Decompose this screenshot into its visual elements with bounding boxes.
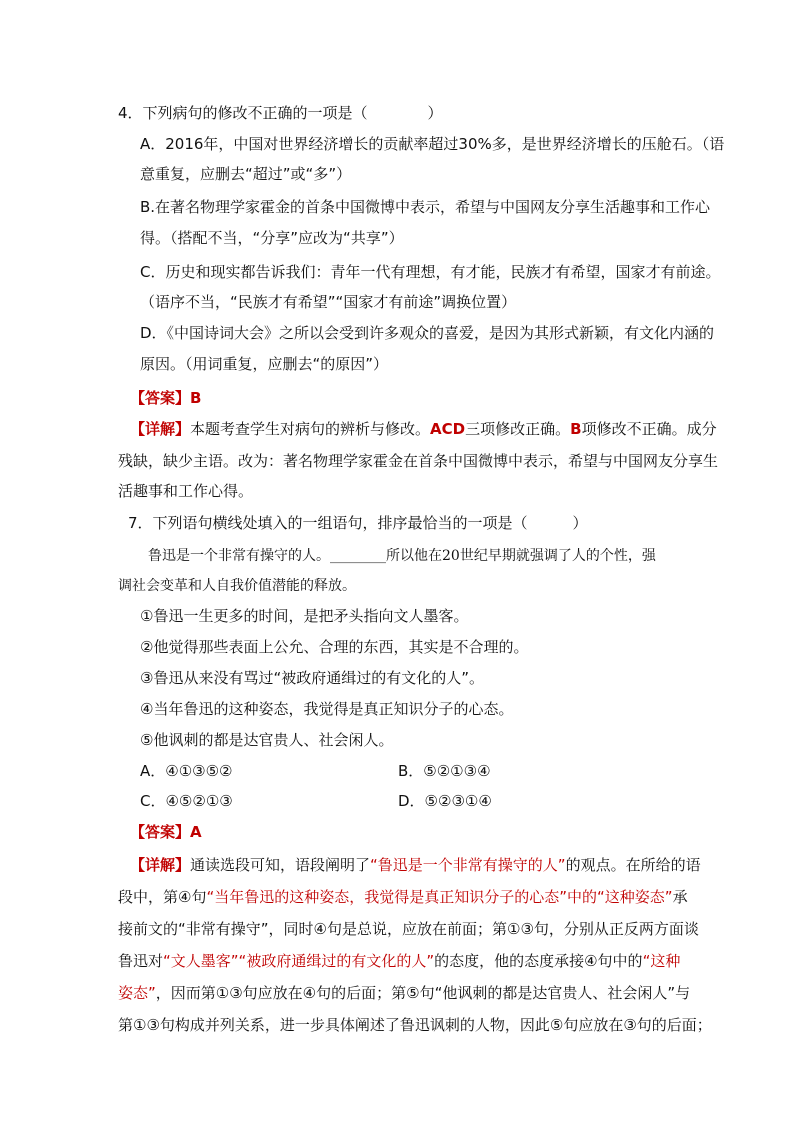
q7-sentence-1: ①鲁迅一生更多的时间，是把矛头指向文人墨客。 (140, 607, 469, 625)
detail-highlight: B (570, 420, 582, 438)
detail-quote: “当年鲁迅的这种姿态 (206, 888, 350, 906)
detail-quote: “鲁迅是一个非常有操守的人” (370, 856, 566, 874)
q4-option-a-line2: 意重复，应删去“超过”或“多”） (140, 165, 352, 183)
q4-detail-line3: 活趣事和工作心得。 (118, 482, 254, 500)
detail-text: 的观点。在所给的语 (565, 856, 701, 874)
answer-label: 【答案】 (130, 823, 191, 841)
q4-detail-line2: 残缺，缺少主语。改为：著名物理学家霍金在首条中国微博中表示，希望与中国网友分享生 (118, 452, 719, 470)
q7-detail-line2 (118, 887, 688, 907)
detail-quote: “这种姿态” (597, 888, 673, 906)
q7-option-c: C．④⑤②①③ (140, 792, 233, 810)
answer-value: A (190, 823, 202, 841)
q7-sentence-3: ③鲁迅从来没有骂过“被政府通缉过的有文化的人”。 (140, 669, 484, 687)
q4-option-b-line1: B.在著名物理学家霍金的首条中国微博中表示，希望与中国网友分享生活趣事和工作心 (140, 198, 711, 216)
q4-detail-line1 (130, 419, 717, 439)
detail-text: 通读选段可知，语段阐明了 (190, 856, 371, 874)
detail-text: 三项修改正确。 (465, 420, 571, 438)
q7-sentence-4: ④当年鲁迅的这种姿态，我觉得是真正知识分子的心态。 (140, 700, 514, 718)
detail-quote: “文人墨客”“被政府通缉过的有文化的人” (163, 952, 435, 970)
detail-quote: ，我觉得是真正知识分子的心态”中的 (349, 888, 598, 906)
detail-quote: 姿态” (118, 984, 156, 1002)
q7-option-b: B．⑤②①③④ (398, 762, 491, 780)
q4-option-c-line1: C．历史和现实都告诉我们：青年一代有理想，有才能，民族才有希望，国家才有前途。 (140, 263, 721, 281)
detail-text: 项修改不正确。成分 (581, 420, 717, 438)
q7-detail-line6: 第①③句构成并列关系，进一步具体阐述了鲁迅讽刺的人物，因此⑤句应放在③句的后面； (118, 1016, 712, 1034)
detail-text: ，因而第①③句应放在④句的后面；第⑤句“他讽刺的都是达官贵人、社会闲人”与 (155, 984, 691, 1002)
q7-passage-line1: 鲁迅是一个非常有操守的人。________所以他在20世纪早期就强调了人的个性，强 (148, 548, 656, 564)
q7-sentence-2: ②他觉得那些表面上公允、合理的东西，其实是不合理的。 (140, 638, 529, 656)
q7-sentence-5: ⑤他讽刺的都是达官贵人、社会闲人。 (140, 731, 394, 749)
q7-detail-line4 (118, 951, 680, 971)
detail-text: 鲁迅对 (118, 952, 164, 970)
detail-text: 本题考查学生对病句的辨析与修改。 (190, 420, 431, 438)
q7-stem: 7．下列语句横线处填入的一组语句，排序最恰当的一项是（ ） (128, 514, 588, 532)
q4-option-a-line1: A．2016年，中国对世界经济增长的贡献率超过30%多，是世界经济增长的压舱石。（语 (140, 135, 725, 153)
q7-detail-line3: 接前文的“非常有操守”，同时④句是总说，应放在前面；第①③句，分别从正反两方面谈 (118, 920, 699, 938)
detail-label: 【详解】 (130, 420, 191, 438)
detail-label: 【详解】 (130, 856, 191, 874)
q4-option-d-line1: D．《中国诗词大会》之所以会受到许多观众的喜爱，是因为其形式新颖，有文化内涵的 (140, 324, 715, 342)
q7-passage-line2: 调社会变革和人自我价值潜能的释放。 (118, 578, 356, 594)
answer-value: B (190, 389, 202, 407)
q4-stem: 4．下列病句的修改不正确的一项是（ ） (118, 104, 443, 122)
detail-quote: “这种 (642, 952, 681, 970)
q7-detail-line5 (118, 983, 690, 1003)
q7-detail-line1 (130, 855, 701, 875)
detail-highlight: ACD (430, 420, 466, 438)
q4-option-c-line2: （语序不当，“民族才有希望”“国家才有前途”调换位置） (140, 293, 517, 311)
answer-label: 【答案】 (130, 389, 191, 407)
q4-answer (130, 388, 201, 408)
q4-option-d-line2: 原因。（用词重复，应删去“的原因”） (140, 355, 389, 373)
q4-option-b-line2: 得。（搭配不当，“分享”应改为“共享”） (140, 229, 404, 247)
detail-text: 承 (672, 888, 688, 906)
q7-option-a: A．④①③⑤② (140, 762, 233, 780)
detail-text: 段中，第④句 (118, 888, 207, 906)
q7-option-d: D．⑤②③①④ (398, 792, 492, 810)
q7-answer (130, 822, 202, 842)
detail-text: 的态度，他的态度承接④句中的 (434, 952, 643, 970)
